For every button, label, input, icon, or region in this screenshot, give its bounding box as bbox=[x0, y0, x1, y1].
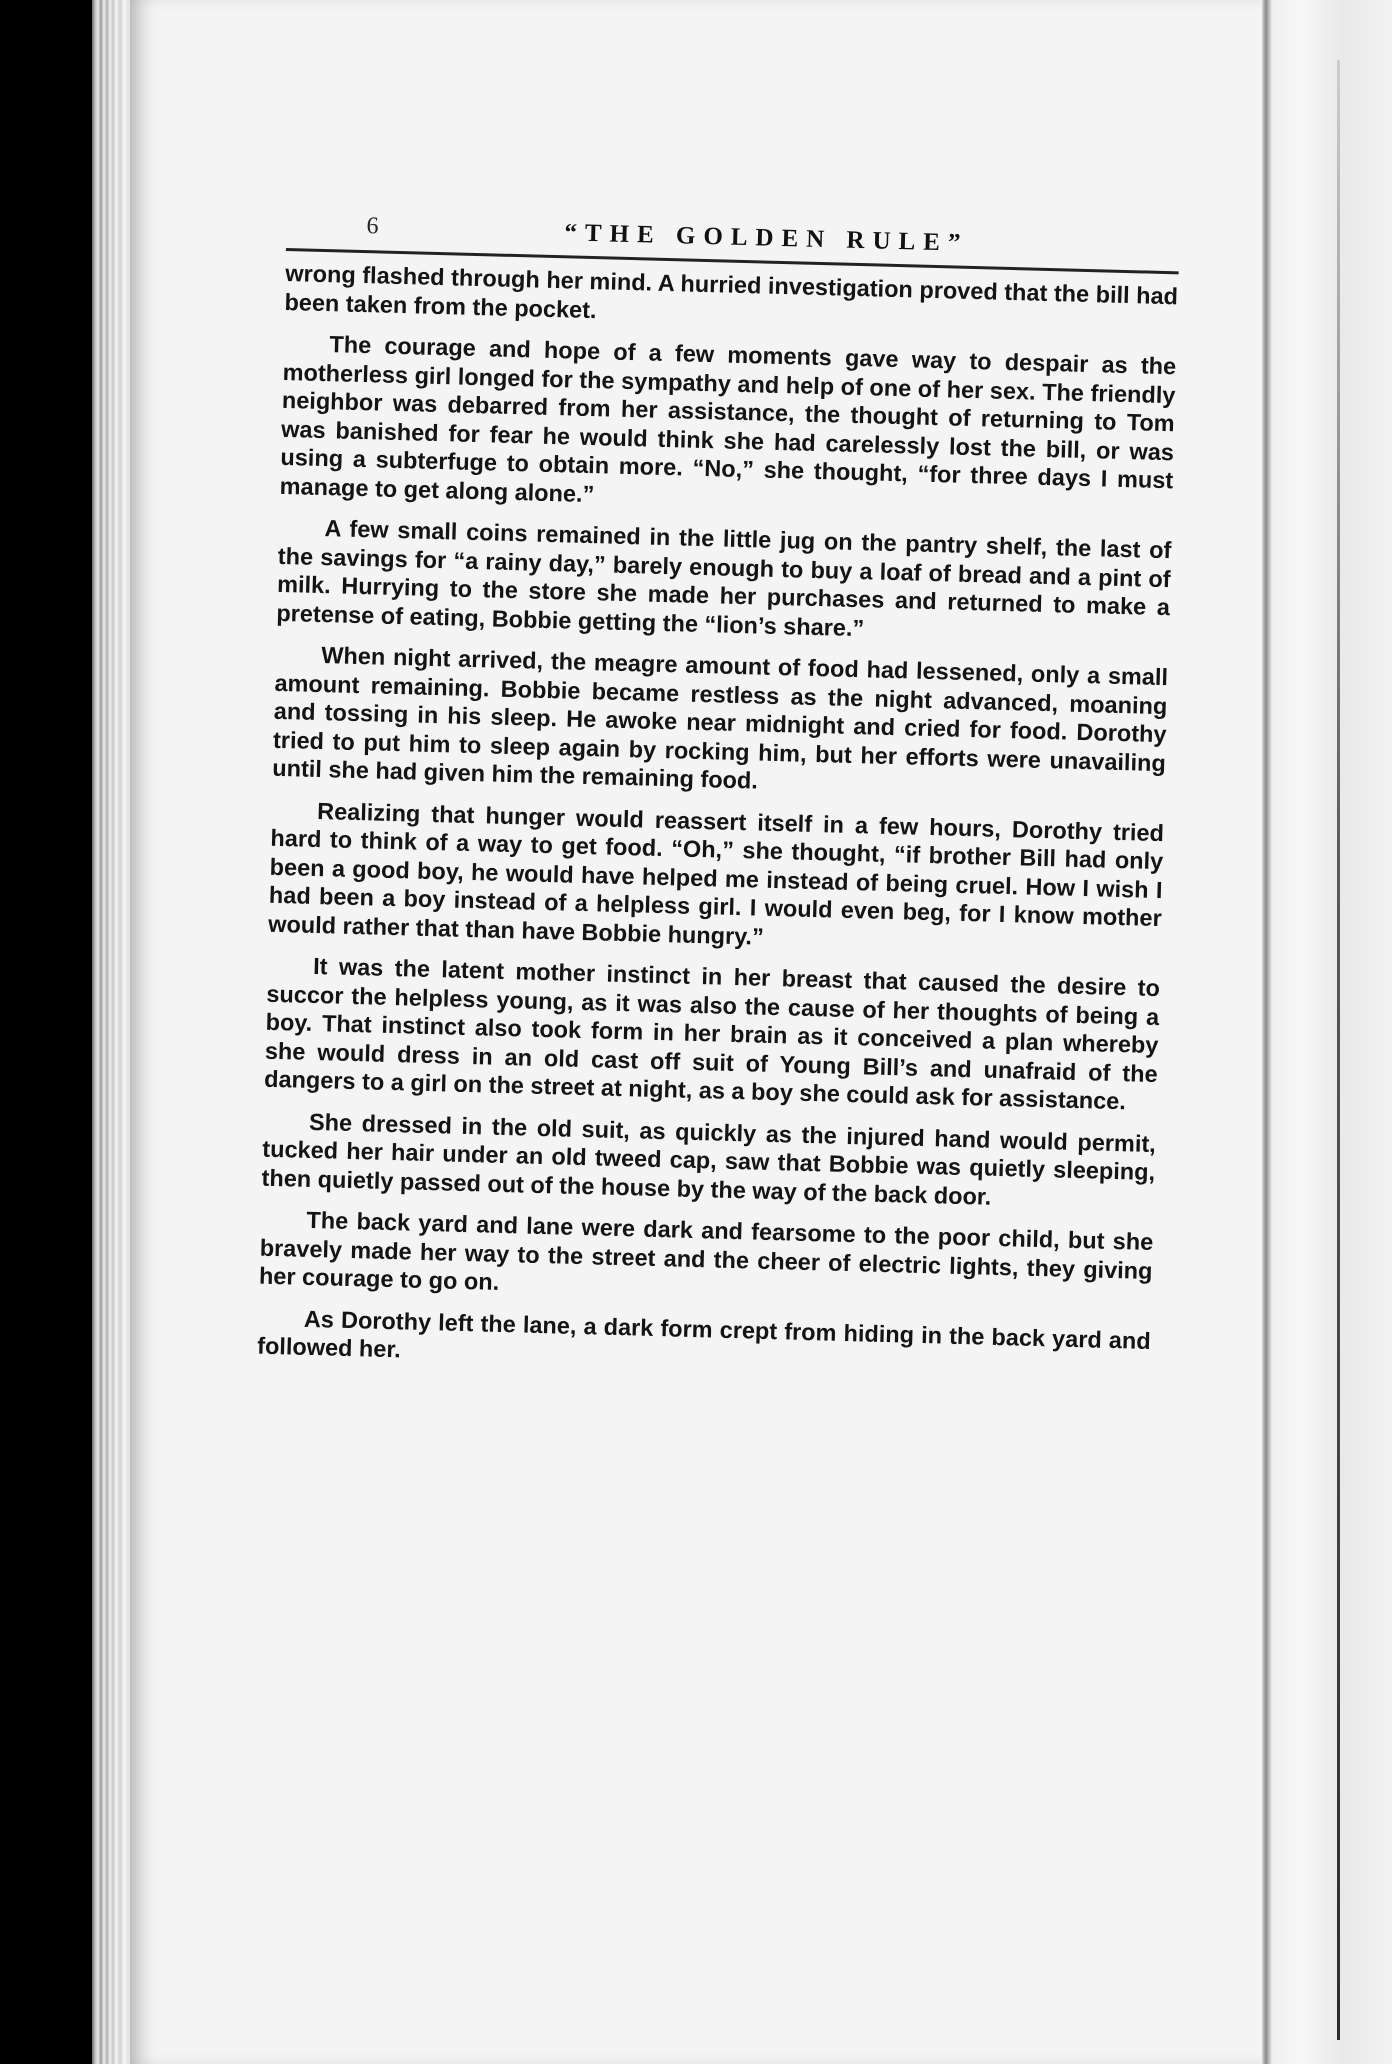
paragraph: A few small coins remained in the little jug on the pantry shelf, the last of the savings for “a rainy day,” barely enough to buy a loaf of bread and a pint of milk. Hurrying to the store she made her purchases and returned to make a pretense of eating, Bobbie getting the “lion’s share.” bbox=[276, 515, 1172, 641]
paragraph: The courage and hope of a few moments gave way to despair as the motherless girl longed for the sympathy and help of one of her sex. The friendly neighbor was debarred from her assistance, the thought of returning to Tom was banished for fear he would think she had carelessly lost the bill, or was using a subterfuge to obtain more. “No,” she thought, “for three days I must manage to get along alone.” bbox=[279, 331, 1177, 507]
stacked-page-edges bbox=[92, 0, 130, 2064]
book-binding bbox=[1262, 0, 1392, 2064]
paragraph: It was the latent mother instinct in her breast that caused the desire to succor the helpless young, as it was also the cause of her thoughts of being a boy. That instinct also took form in her brain as it conceived a plan whereby she would dress in an old cast off suit of Young Bill’s and unafraid of the dangers to a girl on the street at night, as a boy she could ask for assistance. bbox=[263, 952, 1161, 1115]
paragraph: As Dorothy left the lane, a dark form crept from hiding in the back yard and followed her. bbox=[256, 1305, 1151, 1363]
page-number: 6 bbox=[366, 213, 379, 240]
binding-gutter-line bbox=[1337, 60, 1340, 2040]
paragraph: Realizing that hunger would reassert itself in a few hours, Dorothy tried hard to think of a way to get food. “Oh,” she thought, “if brother Bill had only been a good boy, he would have helped me instead of being cruel. How I wish I had been a boy instead of a helpless girl. I would even beg, for I know mother would rather that than have Bobbie hungry.” bbox=[267, 797, 1165, 950]
paragraph: wrong flashed through her mind. A hurried investigation proved that the bill had been taken from the pocket. bbox=[284, 259, 1179, 323]
paragraph: When night arrived, the meagre amount of food had lessened, only a small amount remaining. Bobbie became restless as the night advanced, moaning and tossing in his sleep. He awoke near midnight and cried for food. Dorothy tried to put him to sleep again by rocking him, but her efforts were unavailing until she had given him the remaining food. bbox=[272, 642, 1169, 794]
paragraph: She dressed in the old suit, as quickly as the injured hand would permit, tucked her hair under an old tweed cap, saw that Bobbie was quietly sleeping, then quietly passed out of the house by the way of the back door. bbox=[261, 1108, 1157, 1210]
running-title: “THE GOLDEN RULE” bbox=[564, 219, 969, 257]
page-text-block bbox=[256, 208, 1179, 1396]
paragraph: The back yard and lane were dark and fearsome to the poor child, but she bravely made her way to the street and the cheer of electric lights, they giving her courage to go on. bbox=[258, 1206, 1154, 1295]
